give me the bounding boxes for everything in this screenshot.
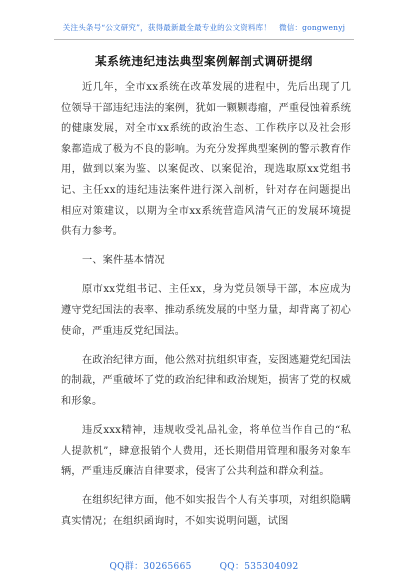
document-body	[61, 78, 351, 541]
header-divider	[54, 39, 354, 40]
paragraph-3: 违反xxx精神，违规收受礼品礼金，将单位当作自己的“私人提款机”，肆意报销个人费用，还长期借用管理和服务对象车辆，严重违反廉洁自律要求，侵害了公共利益和群众利益。	[61, 424, 351, 478]
document-title: 某系统违纪违法典型案例解剖式调研提纲	[95, 54, 313, 68]
section-heading: 一、案件基本情况	[82, 255, 165, 267]
qq-number-text: QQ：535304092	[219, 562, 299, 572]
paragraph-1: 原市xx党组书记、主任xx，身为党员领导干部，本应成为遵守党纪国法的表率、推动系统发展的中坚力量，却背离了初心使命，严重违反党纪国法。	[61, 284, 351, 337]
footer-contact	[0, 559, 408, 572]
wechat-text: 微信：gongwenyj	[279, 23, 346, 32]
qq-group-text: QQ群：30265665	[109, 562, 192, 572]
banner-left-text: 关注头条号“公文研究”，获得最新最全最专业的公文资料库！	[62, 23, 272, 32]
intro-paragraph: 近几年，全市xx系统在改革发展的进程中，先后出现了几位领导干部违纪违法的案例，犹如一颗颗毒瘤，严重侵蚀着系统的健康发展，对全市xx系统的政治生态、工作秩序以及社会形象都造成了极为不良的影响。为充分发挥典型案例的警示教育作用，做到以案为鉴、以案促改、以案促治，现选取原xx党组书记、主任xx的违纪违法案件进行深入剖析，针对存在问题提出相应对策建议，以期为全市xx系统营造风清气正的发展环境提供有力参考。	[61, 82, 351, 238]
header-banner	[0, 22, 408, 33]
paragraph-2: 在政治纪律方面，他公然对抗组织审查，妄图逃避党纪国法的制裁，严重破坏了党的政治纪律和政治规矩，损害了党的权威和形象。	[61, 354, 351, 407]
paragraph-4: 在组织纪律方面，他不如实报告个人有关事项，对组织隐瞒真实情况；在组织函询时，不如实说明问题，试图	[61, 495, 351, 527]
